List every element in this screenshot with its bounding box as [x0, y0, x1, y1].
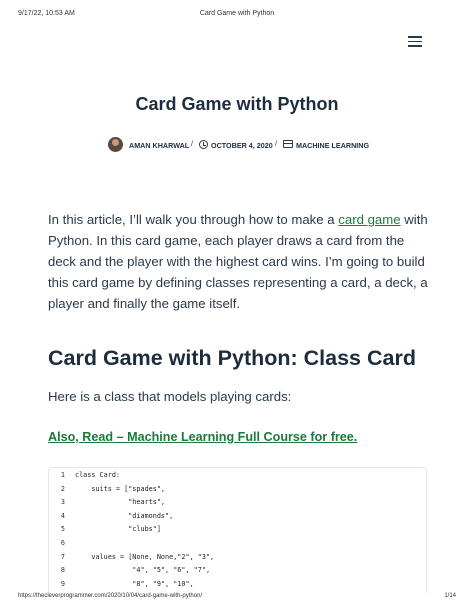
post-date: OCTOBER 4, 2020	[211, 141, 273, 150]
author-link[interactable]: AMAN KHARWAL	[129, 141, 190, 150]
code-text: class Card:	[75, 471, 121, 479]
intro-text-end: with Python. In this card game, each player draws a card from the deck and the player with the highest card wins. I’m going to build this card game by defining classes representing a card, a deck, a player and finally the game itself.	[48, 212, 428, 311]
intro-text-start: In this article, I’ll walk you through how to make a	[48, 212, 339, 227]
card-game-link[interactable]: card game	[338, 212, 401, 227]
code-text: "hearts",	[75, 498, 166, 507]
line-number: 2	[60, 484, 65, 493]
clock-icon	[199, 140, 208, 149]
code-text: "4", "5", "6", "7",	[75, 566, 211, 575]
line-number: 9	[60, 579, 65, 588]
line-number: 4	[60, 511, 65, 520]
line-number: 6	[60, 539, 65, 547]
author-avatar[interactable]	[108, 137, 123, 152]
print-url: https://thecleverprogrammer.com/2020/10/04/card-game-with-python/	[18, 593, 203, 599]
print-page-number: 1/14	[444, 593, 456, 599]
print-footer	[18, 593, 456, 605]
code-text: suits = ["spades",	[75, 484, 166, 493]
print-doc-title: Card Game with Python	[199, 10, 275, 17]
code-text: "clubs"]	[75, 525, 161, 534]
intro-paragraph	[48, 209, 430, 314]
category-link[interactable]: MACHINE LEARNING	[296, 141, 370, 150]
code-text: values = [None, None,"2", "3",	[75, 552, 215, 561]
hamburger-menu-icon[interactable]	[408, 36, 422, 48]
also-read-link[interactable]: Also, Read – Machine Learning Full Course for free.	[48, 430, 358, 444]
section-paragraph: Here is a class that models playing cards:	[48, 389, 292, 404]
line-number: 8	[60, 566, 65, 575]
line-number: 1	[60, 471, 65, 479]
code-block	[48, 467, 427, 593]
print-header	[18, 10, 456, 22]
code-text: "8", "9", "10",	[75, 579, 194, 588]
section-heading: Card Game with Python: Class Card	[48, 346, 416, 370]
line-number: 5	[60, 525, 65, 534]
article-title: Card Game with Python	[135, 94, 339, 114]
article-meta	[0, 137, 474, 153]
folder-icon	[283, 140, 293, 148]
code-text: "diamonds",	[75, 511, 174, 520]
meta-separator: /	[275, 139, 277, 148]
print-datetime: 9/17/22, 10:53 AM	[18, 10, 75, 17]
line-number: 3	[60, 498, 65, 507]
line-number: 7	[60, 552, 65, 561]
meta-separator: /	[191, 139, 193, 148]
